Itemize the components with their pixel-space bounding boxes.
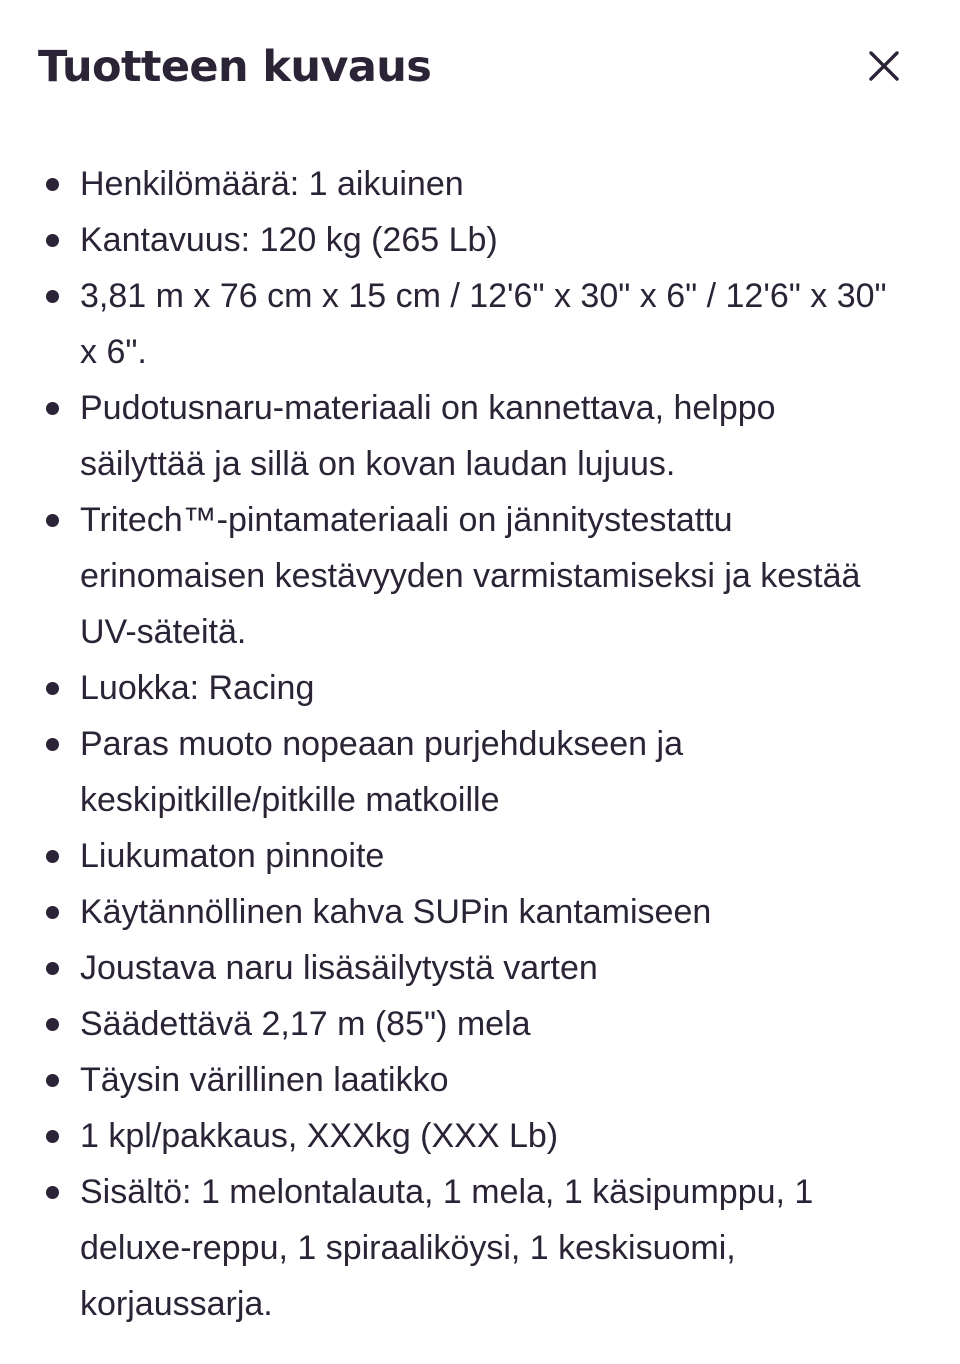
bullet [46,178,59,191]
list-item-text: Pudotusnaru-materiaali on kannettava, helppo säilyttää ja sillä on kovan laudan lujuus. [80,389,776,483]
bullet [46,1130,59,1143]
list-item-text: Henkilömäärä: 1 aikuinen [80,165,464,203]
list-item-text: Sisältö: 1 melontalauta, 1 mela, 1 käsipumppu, 1 deluxe-reppu, 1 spiraaliköysi, 1 keskisuomi, korjaussarja. [80,1173,814,1323]
bullet [46,738,59,751]
list-item [0,212,960,268]
list-item-text: Luokka: Racing [80,669,315,707]
modal-title: Tuotteen kuvaus [38,42,432,92]
bullet [46,1018,59,1031]
list-item-text: 3,81 m x 76 cm x 15 cm / 12'6" x 30" x 6" / 12'6" x 30" x 6". [80,277,887,371]
list-item-text: Liukumaton pinnoite [80,837,385,875]
list-item [0,716,960,828]
list-item-text: 1 kpl/pakkaus, XXXkg (XXX Lb) [80,1117,559,1155]
list-item-text: Joustava naru lisäsäilytystä varten [80,949,598,987]
list-item-text: Säädettävä 2,17 m (85") mela [80,1005,531,1043]
bullet [46,850,59,863]
bullet [46,514,59,527]
list-item [0,884,960,940]
bullet [46,402,59,415]
description-list [0,156,960,1332]
bullet [46,234,59,247]
list-item [0,1164,960,1332]
list-item-text: Käytännöllinen kahva SUPin kantamiseen [80,893,712,931]
bullet [46,962,59,975]
bullet [46,1074,59,1087]
list-item [0,660,960,716]
list-item [0,1108,960,1164]
list-item [0,828,960,884]
list-item-text: Täysin värillinen laatikko [80,1061,449,1099]
list-item-text: Paras muoto nopeaan purjehdukseen ja keskipitkille/pitkille matkoille [80,725,683,819]
close-icon [864,46,904,86]
modal-header [38,38,922,98]
list-item [0,996,960,1052]
list-item [0,492,960,660]
close-button[interactable] [864,46,904,86]
list-item [0,380,960,492]
bullet [46,682,59,695]
list-item [0,156,960,212]
list-item-text: Tritech™-pintamateriaali on jännitystestattu erinomaisen kestävyyden varmistamiseksi ja kestää UV-säteitä. [80,501,861,651]
bullet [46,290,59,303]
list-item [0,940,960,996]
bullet [46,906,59,919]
bullet [46,1186,59,1199]
list-item [0,1052,960,1108]
list-item [0,268,960,380]
list-item-text: Kantavuus: 120 kg (265 Lb) [80,221,498,259]
